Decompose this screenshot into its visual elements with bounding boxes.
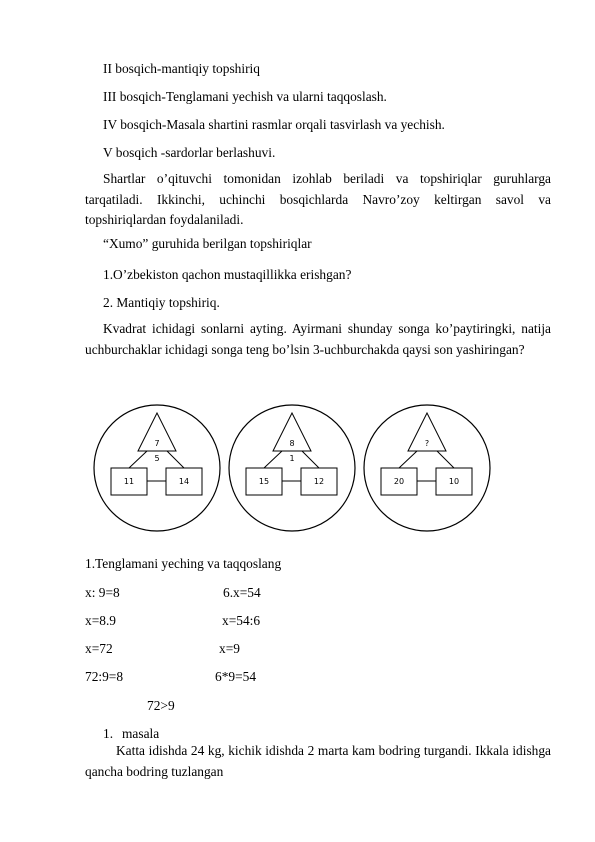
puzzle-2-mid: 1 xyxy=(289,454,295,463)
masala-number: 1. xyxy=(103,726,114,741)
puzzle-3-left: 20 xyxy=(393,477,405,486)
task-2: 2. Mantiqiy topshiriq. xyxy=(103,295,220,310)
equation-left-4: 72:9=8 xyxy=(85,669,124,684)
puzzle-1-left: 11 xyxy=(123,477,135,486)
equations-title: 1.Tenglamani yeching va taqqoslang xyxy=(85,556,282,571)
puzzle-3-top: ? xyxy=(424,439,430,448)
puzzle-2-right: 12 xyxy=(313,477,325,486)
equation-left-1: x: 9=8 xyxy=(85,585,120,600)
stage-4-line: IV bosqich-Masala shartini rasmlar orqali tasvirlash va yechish. xyxy=(103,117,445,132)
masala-text: Katta idishda 24 kg, kichik idishda 2 marta kam bodring turgandi. Ikkala idishga qancha bodring tuzlangan xyxy=(85,743,551,779)
masala-label: masala xyxy=(122,726,160,741)
equation-right-2: x=54:6 xyxy=(222,613,261,628)
comparison: 72>9 xyxy=(147,698,175,713)
group-title: “Xumo” guruhida berilgan topshiriqlar xyxy=(103,236,312,251)
equation-left-2: x=8.9 xyxy=(85,613,116,628)
puzzle-1-top: 7 xyxy=(154,439,160,448)
stage-5-line: V bosqich -sardorlar berlashuvi. xyxy=(103,145,276,160)
puzzle-1-mid: 5 xyxy=(154,454,160,463)
equation-right-3: x=9 xyxy=(219,641,240,656)
logic-task-paragraph: Kvadrat ichidagi sonlarni ayting. Ayirmani shunday songa ko’paytiringki, natija uchburchaklar ichidagi songa teng bo’lsin 3-uchburchakda qaysi son yashiringan? xyxy=(85,321,551,357)
number-puzzle-figure xyxy=(85,398,505,538)
equation-right-1: 6.x=54 xyxy=(223,585,261,600)
puzzle-2-top: 8 xyxy=(289,439,295,448)
task-1: 1.O’zbekiston qachon mustaqillikka erishgan? xyxy=(103,267,352,282)
equation-right-4: 6*9=54 xyxy=(215,669,257,684)
puzzle-3 xyxy=(364,405,490,531)
equation-left-3: x=72 xyxy=(85,641,113,656)
stage-2-line: II bosqich-mantiqiy topshiriq xyxy=(103,61,260,76)
puzzle-2 xyxy=(229,405,355,531)
puzzle-3-right: 10 xyxy=(448,477,460,486)
puzzle-1 xyxy=(94,405,220,531)
stage-3-line: III bosqich-Tenglamani yechish va ularni taqqoslash. xyxy=(103,89,387,104)
puzzle-2-left: 15 xyxy=(258,477,270,486)
rules-paragraph: Shartlar o’qituvchi tomonidan izohlab beriladi va topshiriqlar guruhlarga tarqatiladi. Ikkinchi, uchinchi bosqichlarda Navro’zoy keltirgan savol va topshiriqlardan foydalaniladi. xyxy=(85,171,551,227)
puzzle-1-right: 14 xyxy=(178,477,190,486)
